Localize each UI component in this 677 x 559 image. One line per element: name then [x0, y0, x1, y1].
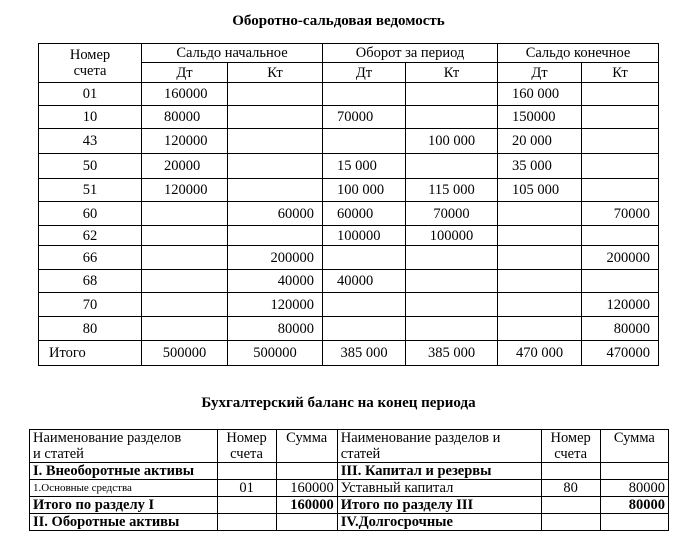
- opening-debit-cell: [142, 202, 228, 226]
- account-number-cell: 10: [39, 106, 142, 129]
- section-name-header-right: Наименование разделов и статей: [337, 430, 541, 463]
- turnover-debit-cell: [323, 293, 406, 317]
- total-closing-credit: 470000: [582, 341, 659, 366]
- closing-debit-cell: [498, 317, 582, 341]
- section-3-total-label: Итого по разделу III: [337, 497, 541, 514]
- account-number-cell: 51: [39, 179, 142, 202]
- account-number-header: Номер счета: [39, 44, 142, 83]
- opening-credit-cell: 40000: [228, 270, 323, 293]
- opening-credit-cell: 80000: [228, 317, 323, 341]
- turnover-debit-cell: 40000: [323, 270, 406, 293]
- opening-credit-cell: [228, 179, 323, 202]
- turnover-credit-cell: [406, 317, 498, 341]
- opening-debit-cell: [142, 293, 228, 317]
- closing-credit-cell: [582, 226, 659, 246]
- turnover-credit-cell: [406, 106, 498, 129]
- total-row: [39, 341, 659, 366]
- table-row: [39, 106, 659, 129]
- section-name-header: Наименование разделов и статей: [30, 430, 218, 463]
- turnover-credit-cell: [406, 83, 498, 106]
- account-number-cell: 50: [39, 154, 142, 179]
- opening-debit-cell: 20000: [142, 154, 228, 179]
- table-row: [39, 202, 659, 226]
- opening-debit-cell: [142, 317, 228, 341]
- closing-credit-cell: 70000: [582, 202, 659, 226]
- closing-debit-cell: 20 000: [498, 129, 582, 154]
- opening-credit-cell: [228, 129, 323, 154]
- account-number-cell: 43: [39, 129, 142, 154]
- turnover-credit-header: Кт: [406, 63, 498, 83]
- opening-credit-cell: 60000: [228, 202, 323, 226]
- table-row: [39, 270, 659, 293]
- section-1-total-sum: 160000: [276, 497, 337, 514]
- closing-debit-cell: [498, 202, 582, 226]
- table-row: [39, 317, 659, 341]
- opening-credit-header: Кт: [228, 63, 323, 83]
- turnover-credit-cell: 70000: [406, 202, 498, 226]
- sum-header: Сумма: [276, 430, 337, 463]
- account-number-cell: 68: [39, 270, 142, 293]
- total-opening-credit: 500000: [228, 341, 323, 366]
- opening-debit-cell: 160000: [142, 83, 228, 106]
- section-4-heading: IV.Долгосрочные: [337, 514, 541, 531]
- section-1-total-label: Итого по разделу I: [30, 497, 218, 514]
- turnover-credit-cell: [406, 154, 498, 179]
- table-row: [39, 246, 659, 270]
- total-closing-debit: 470 000: [498, 341, 582, 366]
- report2-title: Бухгалтерский баланс на конец периода: [201, 395, 476, 411]
- table-row: [39, 293, 659, 317]
- table-row: [39, 179, 659, 202]
- turnover-balance-table: [38, 43, 659, 366]
- closing-credit-cell: [582, 129, 659, 154]
- section-2-heading: II. Оборотные активы: [30, 514, 218, 531]
- account-number-cell: 60: [39, 202, 142, 226]
- authorized-capital-account: 80: [541, 480, 600, 497]
- closing-debit-cell: 150000: [498, 106, 582, 129]
- account-number-header-right: Номер счета: [541, 430, 600, 463]
- turnover-debit-cell: [323, 246, 406, 270]
- opening-debit-header: Дт: [142, 63, 228, 83]
- turnover-credit-cell: 100 000: [406, 129, 498, 154]
- turnover-credit-cell: [406, 293, 498, 317]
- fixed-assets-label: 1.Основные средства: [30, 480, 218, 497]
- turnover-credit-cell: 115 000: [406, 179, 498, 202]
- closing-credit-cell: [582, 270, 659, 293]
- closing-debit-cell: [498, 246, 582, 270]
- turnover-credit-cell: [406, 246, 498, 270]
- closing-debit-header: Дт: [498, 63, 582, 83]
- opening-credit-cell: [228, 106, 323, 129]
- opening-debit-cell: 120000: [142, 129, 228, 154]
- opening-debit-cell: [142, 246, 228, 270]
- turnover-debit-cell: [323, 129, 406, 154]
- section-1-heading: I. Внеоборотные активы: [30, 463, 218, 480]
- report1-title: Оборотно-сальдовая ведомость: [232, 13, 445, 29]
- turnover-header: Оборот за период: [323, 44, 498, 63]
- opening-credit-cell: 200000: [228, 246, 323, 270]
- table-row: [39, 83, 659, 106]
- closing-debit-cell: 35 000: [498, 154, 582, 179]
- turnover-debit-cell: 100 000: [323, 179, 406, 202]
- turnover-debit-cell: 15 000: [323, 154, 406, 179]
- authorized-capital-label: Уставный капитал: [337, 480, 541, 497]
- closing-balance-header: Сальдо конечное: [498, 44, 659, 63]
- closing-debit-cell: [498, 293, 582, 317]
- opening-credit-cell: [228, 154, 323, 179]
- closing-debit-cell: [498, 226, 582, 246]
- opening-debit-cell: [142, 226, 228, 246]
- turnover-credit-cell: 100000: [406, 226, 498, 246]
- closing-credit-cell: 80000: [582, 317, 659, 341]
- closing-credit-cell: [582, 154, 659, 179]
- total-turnover-debit: 385 000: [323, 341, 406, 366]
- closing-credit-cell: [582, 106, 659, 129]
- table-row: [39, 129, 659, 154]
- account-number-cell: 66: [39, 246, 142, 270]
- opening-debit-cell: 120000: [142, 179, 228, 202]
- total-label: Итого: [39, 341, 142, 366]
- closing-debit-cell: [498, 270, 582, 293]
- table-row: [39, 226, 659, 246]
- opening-credit-cell: 120000: [228, 293, 323, 317]
- total-opening-debit: 500000: [142, 341, 228, 366]
- closing-debit-cell: 105 000: [498, 179, 582, 202]
- closing-debit-cell: 160 000: [498, 83, 582, 106]
- turnover-debit-cell: 60000: [323, 202, 406, 226]
- turnover-debit-header: Дт: [323, 63, 406, 83]
- turnover-debit-cell: [323, 317, 406, 341]
- opening-credit-cell: [228, 226, 323, 246]
- opening-debit-cell: 80000: [142, 106, 228, 129]
- closing-credit-cell: 120000: [582, 293, 659, 317]
- account-number-header: Номер счета: [217, 430, 276, 463]
- turnover-debit-cell: 70000: [323, 106, 406, 129]
- account-number-cell: 80: [39, 317, 142, 341]
- table-row: [39, 154, 659, 179]
- turnover-credit-cell: [406, 270, 498, 293]
- opening-credit-cell: [228, 83, 323, 106]
- fixed-assets-account: 01: [217, 480, 276, 497]
- account-number-cell: 01: [39, 83, 142, 106]
- authorized-capital-sum: 80000: [600, 480, 668, 497]
- turnover-debit-cell: [323, 83, 406, 106]
- turnover-debit-cell: 100000: [323, 226, 406, 246]
- section-3-total-sum: 80000: [600, 497, 668, 514]
- fixed-assets-sum: 160000: [276, 480, 337, 497]
- sum-header-right: Сумма: [600, 430, 668, 463]
- account-number-cell: 70: [39, 293, 142, 317]
- closing-credit-cell: 200000: [582, 246, 659, 270]
- closing-credit-header: Кт: [582, 63, 659, 83]
- opening-debit-cell: [142, 270, 228, 293]
- opening-balance-header: Сальдо начальное: [142, 44, 323, 63]
- closing-credit-cell: [582, 83, 659, 106]
- balance-sheet-table: [29, 429, 669, 531]
- section-3-heading: III. Капитал и резервы: [337, 463, 541, 480]
- account-number-cell: 62: [39, 226, 142, 246]
- closing-credit-cell: [582, 179, 659, 202]
- total-turnover-credit: 385 000: [406, 341, 498, 366]
